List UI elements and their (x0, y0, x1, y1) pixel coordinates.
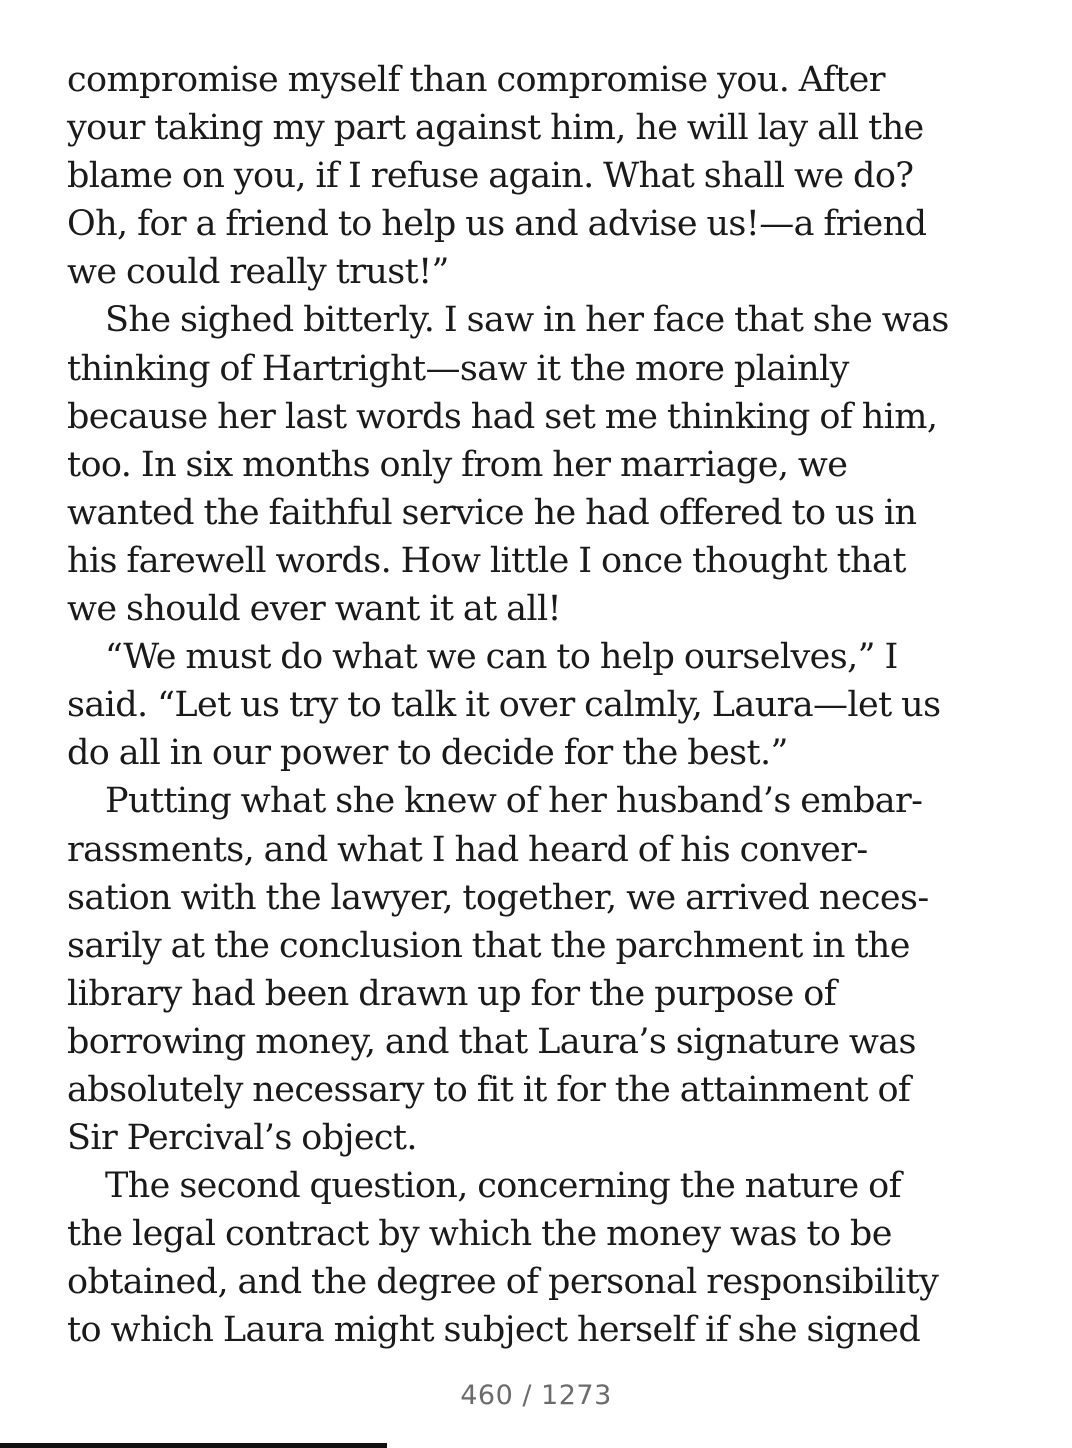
text-line: wanted the faithful service he had offered to us in (67, 492, 917, 533)
text-line: compromise myself than compromise you. After (67, 60, 885, 100)
text-line: Putting what she knew of her husband’s embar- (105, 781, 923, 822)
text-line: to which Laura might subject herself if she signed (67, 1310, 921, 1351)
text-line: we should ever want it at all! (67, 589, 562, 630)
paragraph (67, 633, 1007, 777)
reading-progress-bar (0, 1443, 1072, 1448)
text-line: his farewell words. How little I once thought that (67, 540, 906, 581)
text-line: She sighed bitterly. I saw in her face that she was (105, 300, 949, 341)
paragraph (67, 56, 1007, 296)
paragraph (67, 1162, 1007, 1354)
text-line: blame on you, if I refuse again. What shall we do? (67, 156, 914, 197)
page-number: 460 / 1273 (460, 1380, 612, 1411)
text-line: said. “Let us try to talk it over calmly, Laura—let us (67, 685, 941, 726)
text-line: do all in our power to decide for the best.” (67, 733, 788, 774)
book-page (67, 56, 1007, 1355)
text-line: we could really trust!” (67, 252, 449, 293)
text-line: Oh, for a friend to help us and advise us!—a friend (67, 204, 927, 245)
paragraph (67, 296, 1007, 633)
paragraph (67, 777, 1007, 1162)
text-line: The second question, concerning the nature of (105, 1166, 902, 1207)
text-line: too. In six months only from her marriage, we (67, 444, 848, 485)
text-line: obtained, and the degree of personal responsibility (67, 1262, 939, 1303)
text-line: your taking my part against him, he will lay all the (67, 108, 924, 149)
text-body (67, 56, 1007, 1355)
text-line: Sir Percival’s object. (67, 1118, 417, 1159)
text-line: thinking of Hartright—saw it the more plainly (67, 348, 849, 389)
text-line: library had been drawn up for the purpose of (67, 973, 837, 1014)
text-line: because her last words had set me thinking of him, (67, 396, 938, 437)
text-line: rassments, and what I had heard of his conver- (67, 829, 868, 870)
text-line: sarily at the conclusion that the parchment in the (67, 925, 910, 966)
text-line: the legal contract by which the money was to be (67, 1214, 892, 1255)
text-line: “We must do what we can to help ourselves,” I (105, 637, 898, 678)
text-line: sation with the lawyer, together, we arrived neces- (67, 877, 929, 918)
text-line: absolutely necessary to fit it for the attainment of (67, 1069, 911, 1110)
text-line: borrowing money, and that Laura’s signature was (67, 1021, 916, 1062)
reading-progress-fill (0, 1443, 387, 1448)
